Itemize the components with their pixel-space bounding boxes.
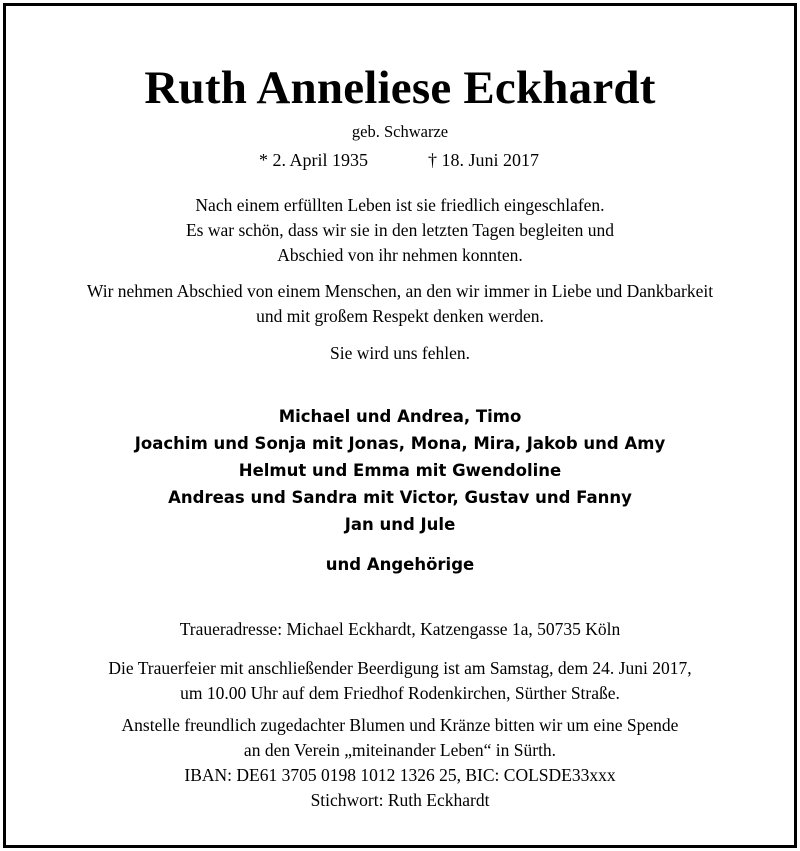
text-line: Sie wird uns fehlen. xyxy=(330,343,470,363)
maiden-name: geb. Schwarze xyxy=(351,122,449,141)
family-line: Joachim und Sonja mit Jonas, Mona, Mira, Jakob und Amy xyxy=(134,434,666,453)
donation-info: Anstelle freundlich zugedachter Blumen und Kränze bitten wir um eine Spende xyxy=(121,715,679,735)
donation-info: an den Verein „miteinander Leben“ in Sürth. xyxy=(243,740,557,760)
text-line: Nach einem erfüllten Leben ist sie friedlich eingeschlafen. xyxy=(195,195,605,215)
deceased-name: Ruth Anneliese Eckhardt xyxy=(144,62,656,114)
donation-keyword: Stichwort: Ruth Eckhardt xyxy=(310,790,490,810)
relatives-line: und Angehörige xyxy=(325,555,475,574)
funeral-info: um 10.00 Uhr auf dem Friedhof Rodenkirchen, Sürther Straße. xyxy=(180,683,620,703)
family-line: Jan und Jule xyxy=(344,515,456,534)
text-line: Abschied von ihr nehmen konnten. xyxy=(277,245,523,265)
text-line: Es war schön, dass wir sie in den letzten Tagen begleiten und xyxy=(185,220,615,240)
text-line: und mit großem Respekt denken werden. xyxy=(256,306,544,326)
text-line: Wir nehmen Abschied von einem Menschen, an den wir immer in Liebe und Dankbarkeit xyxy=(86,281,714,301)
family-line: Helmut und Emma mit Gwendoline xyxy=(238,461,562,480)
bank-details: IBAN: DE61 3705 0198 1012 1326 25, BIC: COLSDE33xxx xyxy=(184,765,616,785)
death-date: † 18. Juni 2017 xyxy=(428,150,540,170)
family-line: Andreas und Sandra mit Victor, Gustav und Fanny xyxy=(168,488,632,507)
funeral-info: Die Trauerfeier mit anschließender Beerdigung ist am Samstag, dem 24. Juni 2017, xyxy=(108,658,692,678)
birth-date: * 2. April 1935 xyxy=(259,150,369,170)
mourning-address: Traueradresse: Michael Eckhardt, Katzengasse 1a, 50735 Köln xyxy=(179,619,621,639)
family-line: Michael und Andrea, Timo xyxy=(278,407,522,426)
obituary-notice xyxy=(3,3,797,848)
